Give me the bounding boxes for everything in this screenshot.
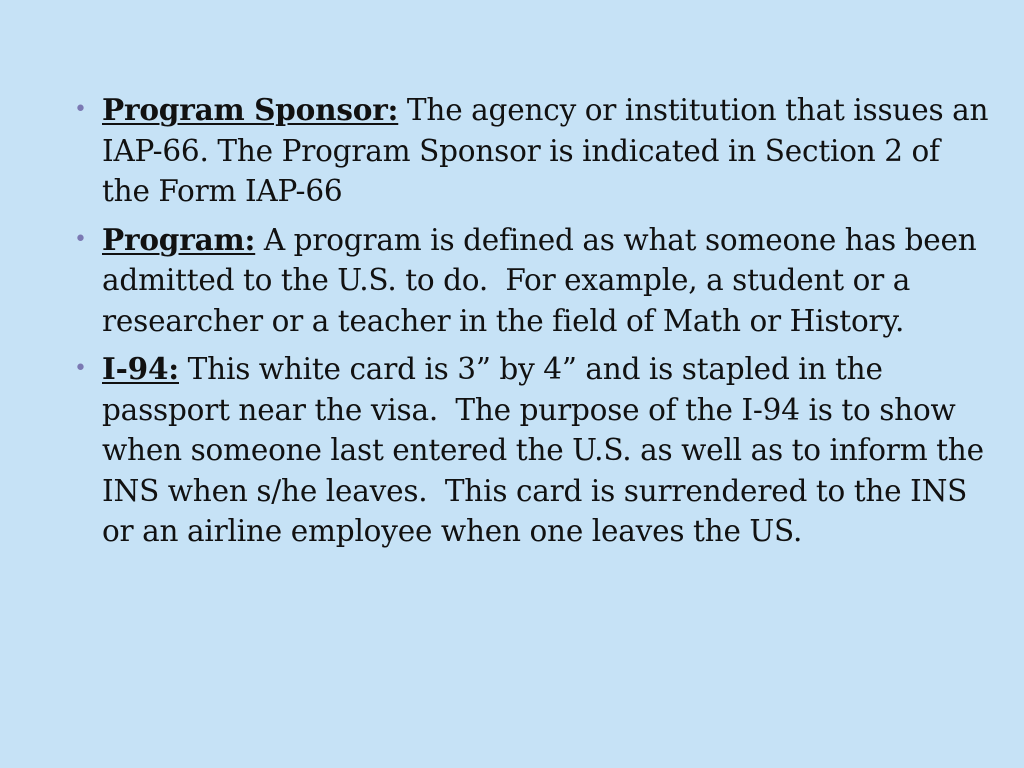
definition-program: A program is defined as what someone has been admitted to the U.S. to do. For example, a student or a researcher or a teacher in the field of Math or History.	[102, 222, 986, 338]
bullet-item-program	[72, 220, 992, 342]
definition-i94: This white card is 3” by 4” and is stapled in the passport near the visa. The purpose of the I-94 is to show when someone last entered the U.S. as well as to inform the INS when s/he leaves. This card is surrendered to the INS or an airline employee when one leaves the US.	[102, 352, 993, 548]
bullet-dot-icon: •	[74, 356, 87, 381]
bullet-item-i94	[72, 349, 992, 552]
term-i94: I-94:	[102, 351, 179, 386]
term-program-sponsor: Program Sponsor:	[102, 92, 399, 127]
bullet-dot-icon: •	[74, 226, 87, 252]
term-program: Program:	[102, 221, 256, 257]
bullet-item-program-sponsor	[72, 90, 997, 212]
bullet-dot-icon: •	[74, 97, 87, 122]
bullet-list	[72, 90, 997, 560]
definition-program-sponsor: The agency or institution that issues an IAP-66. The Program Sponsor is indicated in Section 2 of the Form IAP-66	[102, 93, 997, 208]
